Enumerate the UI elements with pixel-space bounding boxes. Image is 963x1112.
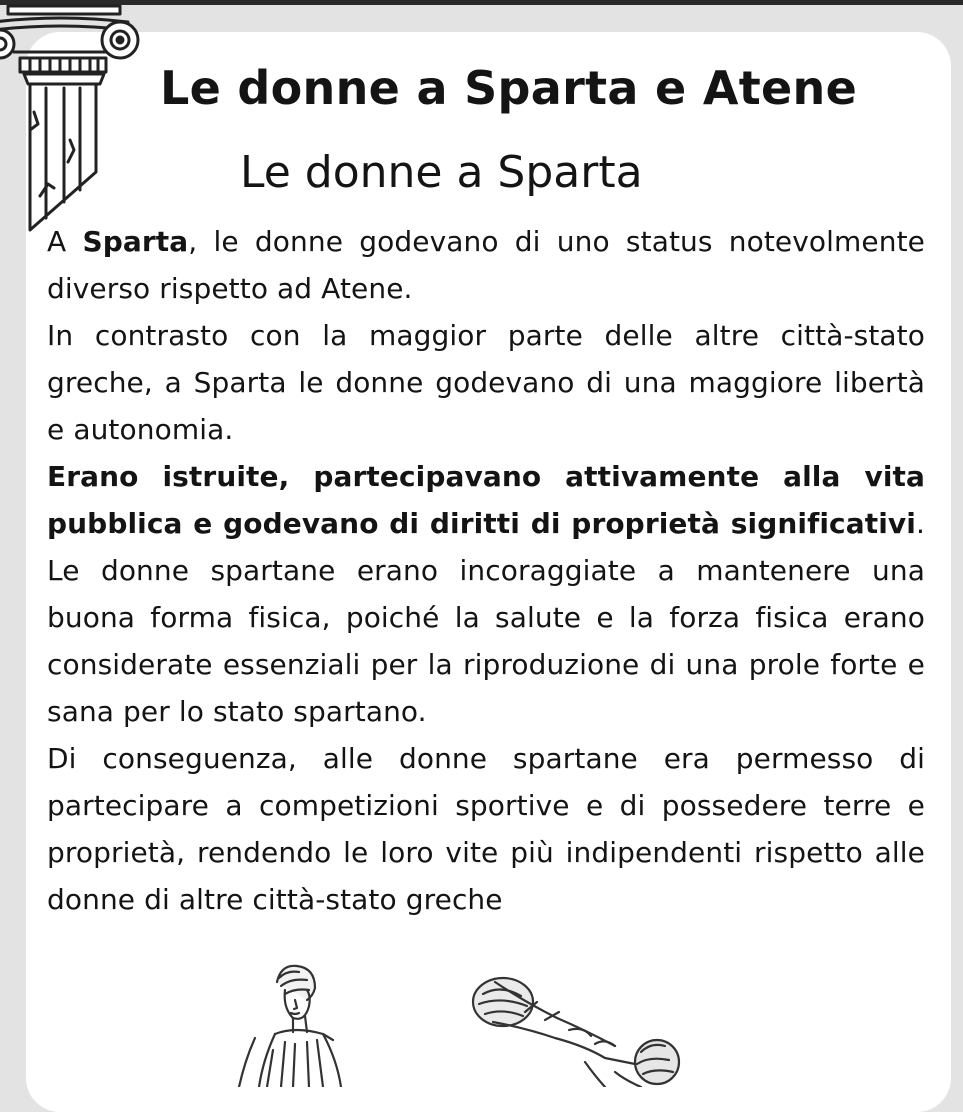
- paragraph-3-bold: Erano istruite, partecipavano attivamente alla vita pubblica e godevano di diritti di proprietà significativi: [47, 460, 925, 540]
- paragraph-3: [47, 453, 925, 735]
- body-text: [47, 218, 925, 923]
- discus-thrower-icon: [465, 972, 685, 1087]
- paragraph-4: [47, 735, 925, 923]
- page-title: Le donne a Sparta e Atene: [160, 61, 858, 115]
- greek-column-icon: [0, 0, 150, 235]
- paragraph-4-text: Di conseguenza, alle donne spartane era permesso di partecipare a competizioni sportive e di possedere terre e proprietà, rendendo le loro vite più indipendenti rispetto alle donne di altre città-stato greche: [47, 742, 925, 916]
- paragraph-2: [47, 312, 925, 453]
- paragraph-1-text: , le donne godevano di uno status notevolmente diverso rispetto ad Atene.: [47, 225, 925, 305]
- paragraph-1: [47, 218, 925, 312]
- spartan-woman-icon: [215, 960, 375, 1087]
- paragraph-1-prefix: A: [47, 225, 83, 258]
- paragraph-2-text: In contrasto con la maggior parte delle altre città-stato greche, a Sparta le donne godevano di una maggiore libertà e autonomia.: [47, 319, 925, 446]
- paragraph-1-bold: Sparta: [82, 225, 189, 258]
- section-subtitle: Le donne a Sparta: [240, 147, 643, 198]
- paragraph-3-text: . Le donne spartane erano incoraggiate a mantenere una buona forma fisica, poiché la salute e la forza fisica erano considerate essenziali per la riproduzione di una prole forte e sana per lo stato spartano.: [47, 507, 925, 728]
